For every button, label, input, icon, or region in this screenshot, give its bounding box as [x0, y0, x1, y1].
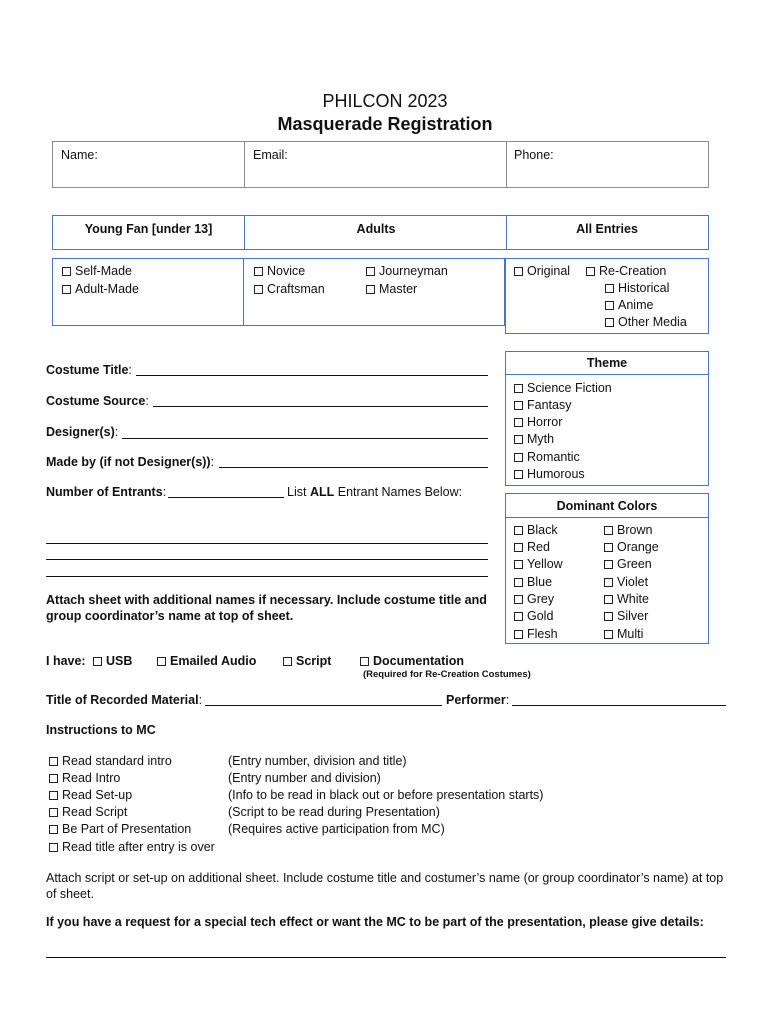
checkbox-icon — [514, 267, 523, 276]
checkbox-icon — [49, 825, 58, 834]
color-yellow-checkbox[interactable]: Yellow — [514, 557, 563, 571]
checkbox-icon — [49, 791, 58, 800]
designers-label: Designer(s): — [46, 425, 119, 439]
journeyman-checkbox[interactable]: Journeyman — [366, 264, 448, 278]
colors-header: Dominant Colors — [556, 499, 658, 513]
color-multi-checkbox[interactable]: Multi — [604, 627, 643, 641]
adults-header: Adults — [356, 222, 396, 236]
checkbox-icon — [605, 301, 614, 310]
checkbox-icon — [514, 384, 523, 393]
mc-read-standard-intro-checkbox[interactable]: Read standard intro — [49, 754, 172, 768]
color-blue-checkbox[interactable]: Blue — [514, 575, 552, 589]
checkbox-icon — [514, 612, 523, 621]
mc-read-script-checkbox[interactable]: Read Script — [49, 805, 127, 819]
mc-desc: (Info to be read in black out or before presentation starts) — [228, 788, 544, 802]
checkbox-icon — [604, 543, 613, 552]
checkbox-icon — [283, 657, 292, 666]
checkbox-icon — [360, 657, 369, 666]
color-white-checkbox[interactable]: White — [604, 592, 649, 606]
craftsman-checkbox[interactable]: Craftsman — [254, 282, 325, 296]
original-checkbox[interactable]: Original — [514, 264, 570, 278]
recorded-title-line[interactable] — [205, 705, 442, 706]
performer-line[interactable] — [512, 705, 726, 706]
page-title: Masquerade Registration — [277, 114, 493, 134]
phone-field[interactable]: Phone: — [514, 148, 554, 162]
checkbox-icon — [514, 578, 523, 587]
costume-source-line[interactable] — [153, 406, 488, 407]
color-violet-checkbox[interactable]: Violet — [604, 575, 648, 589]
checkbox-icon — [157, 657, 166, 666]
historical-checkbox[interactable]: Historical — [605, 281, 669, 295]
usb-checkbox[interactable]: USB — [93, 654, 132, 668]
theme-horror-checkbox[interactable]: Horror — [514, 415, 562, 429]
costume-title-line[interactable] — [136, 375, 488, 376]
checkbox-icon — [586, 267, 595, 276]
tech-request-prompt: If you have a request for a special tech effect or want the MC to be part of the presentation, please give details: — [46, 915, 704, 929]
documentation-note: (Required for Re-Creation Costumes) — [363, 669, 531, 680]
color-orange-checkbox[interactable]: Orange — [604, 540, 659, 554]
mc-instructions-heading: Instructions to MC — [46, 723, 156, 737]
checkbox-icon — [254, 285, 263, 294]
checkbox-icon — [366, 267, 375, 276]
anime-checkbox[interactable]: Anime — [605, 298, 653, 312]
mc-desc: (Script to be read during Presentation) — [228, 805, 440, 819]
other-media-checkbox[interactable]: Other Media — [605, 315, 687, 329]
theme-romantic-checkbox[interactable]: Romantic — [514, 450, 580, 464]
script-checkbox[interactable]: Script — [283, 654, 331, 668]
theme-myth-checkbox[interactable]: Myth — [514, 432, 554, 446]
entrant-name-line[interactable] — [46, 543, 488, 544]
theme-science-fiction-checkbox[interactable]: Science Fiction — [514, 381, 612, 395]
event-title: PHILCON 2023 — [322, 91, 448, 111]
checkbox-icon — [62, 285, 71, 294]
checkbox-icon — [49, 774, 58, 783]
checkbox-icon — [62, 267, 71, 276]
mc-be-part-checkbox[interactable]: Be Part of Presentation — [49, 822, 191, 836]
checkbox-icon — [604, 526, 613, 535]
made-by-line[interactable] — [219, 467, 488, 468]
checkbox-icon — [604, 578, 613, 587]
mc-desc: (Requires active participation from MC) — [228, 822, 445, 836]
checkbox-icon — [514, 401, 523, 410]
checkbox-icon — [514, 418, 523, 427]
entrants-label: Number of Entrants: — [46, 485, 167, 499]
young-fan-header: Young Fan [under 13] — [84, 222, 213, 236]
i-have-label: I have: — [46, 654, 86, 668]
checkbox-icon — [514, 630, 523, 639]
checkbox-icon — [514, 470, 523, 479]
documentation-checkbox[interactable]: Documentation — [360, 654, 464, 668]
tech-request-line[interactable] — [46, 957, 726, 958]
checkbox-icon — [604, 595, 613, 604]
theme-header: Theme — [586, 356, 628, 370]
mc-read-title-after-checkbox[interactable]: Read title after entry is over — [49, 840, 215, 854]
color-flesh-checkbox[interactable]: Flesh — [514, 627, 558, 641]
checkbox-icon — [514, 526, 523, 535]
contact-table — [52, 141, 709, 188]
checkbox-icon — [514, 435, 523, 444]
name-field[interactable]: Name: — [61, 148, 98, 162]
entrant-name-line[interactable] — [46, 576, 488, 577]
theme-humorous-checkbox[interactable]: Humorous — [514, 467, 585, 481]
costume-source-label: Costume Source: — [46, 394, 149, 408]
checkbox-icon — [604, 560, 613, 569]
performer-label: Performer: — [446, 693, 510, 707]
all-entries-header: All Entries — [576, 222, 638, 236]
self-made-checkbox[interactable]: Self-Made — [62, 264, 132, 278]
recorded-title-label: Title of Recorded Material: — [46, 693, 203, 707]
checkbox-icon — [254, 267, 263, 276]
attach-names-note: Attach sheet with additional names if necessary. Include costume title and group coordinator’s name at top of sheet. — [46, 593, 487, 623]
color-black-checkbox[interactable]: Black — [514, 523, 558, 537]
checkbox-icon — [49, 843, 58, 852]
checkbox-icon — [514, 543, 523, 552]
mc-read-intro-checkbox[interactable]: Read Intro — [49, 771, 120, 785]
color-green-checkbox[interactable]: Green — [604, 557, 652, 571]
entrants-line[interactable] — [168, 497, 284, 498]
master-checkbox[interactable]: Master — [366, 282, 417, 296]
attach-script-note: Attach script or set-up on additional sheet. Include costume title and costumer’s name (or group coordinator’s name) at top of sheet. — [46, 871, 724, 901]
checkbox-icon — [604, 630, 613, 639]
checkbox-icon — [514, 560, 523, 569]
color-silver-checkbox[interactable]: Silver — [604, 609, 648, 623]
novice-checkbox[interactable]: Novice — [254, 264, 305, 278]
made-by-label: Made by (if not Designer(s)): — [46, 455, 215, 469]
entrant-name-line[interactable] — [46, 559, 488, 560]
mc-read-setup-checkbox[interactable]: Read Set-up — [49, 788, 132, 802]
recreation-checkbox[interactable]: Re-Creation — [586, 264, 666, 278]
adult-made-checkbox[interactable]: Adult-Made — [62, 282, 139, 296]
checkbox-icon — [514, 453, 523, 462]
mc-desc: (Entry number and division) — [228, 771, 381, 785]
color-red-checkbox[interactable]: Red — [514, 540, 550, 554]
checkbox-icon — [514, 595, 523, 604]
checkbox-icon — [93, 657, 102, 666]
designers-line[interactable] — [122, 438, 488, 439]
checkbox-icon — [366, 285, 375, 294]
checkbox-icon — [49, 808, 58, 817]
costume-title-label: Costume Title: — [46, 363, 132, 377]
color-brown-checkbox[interactable]: Brown — [604, 523, 652, 537]
checkbox-icon — [604, 612, 613, 621]
list-all-instruction: List ALL Entrant Names Below: — [287, 485, 463, 499]
checkbox-icon — [605, 284, 614, 293]
theme-fantasy-checkbox[interactable]: Fantasy — [514, 398, 571, 412]
division-header-row — [52, 215, 709, 250]
mc-desc: (Entry number, division and title) — [228, 754, 407, 768]
checkbox-icon — [605, 318, 614, 327]
color-gold-checkbox[interactable]: Gold — [514, 609, 553, 623]
emailed-audio-checkbox[interactable]: Emailed Audio — [157, 654, 256, 668]
color-grey-checkbox[interactable]: Grey — [514, 592, 554, 606]
checkbox-icon — [49, 757, 58, 766]
email-field[interactable]: Email: — [253, 148, 288, 162]
